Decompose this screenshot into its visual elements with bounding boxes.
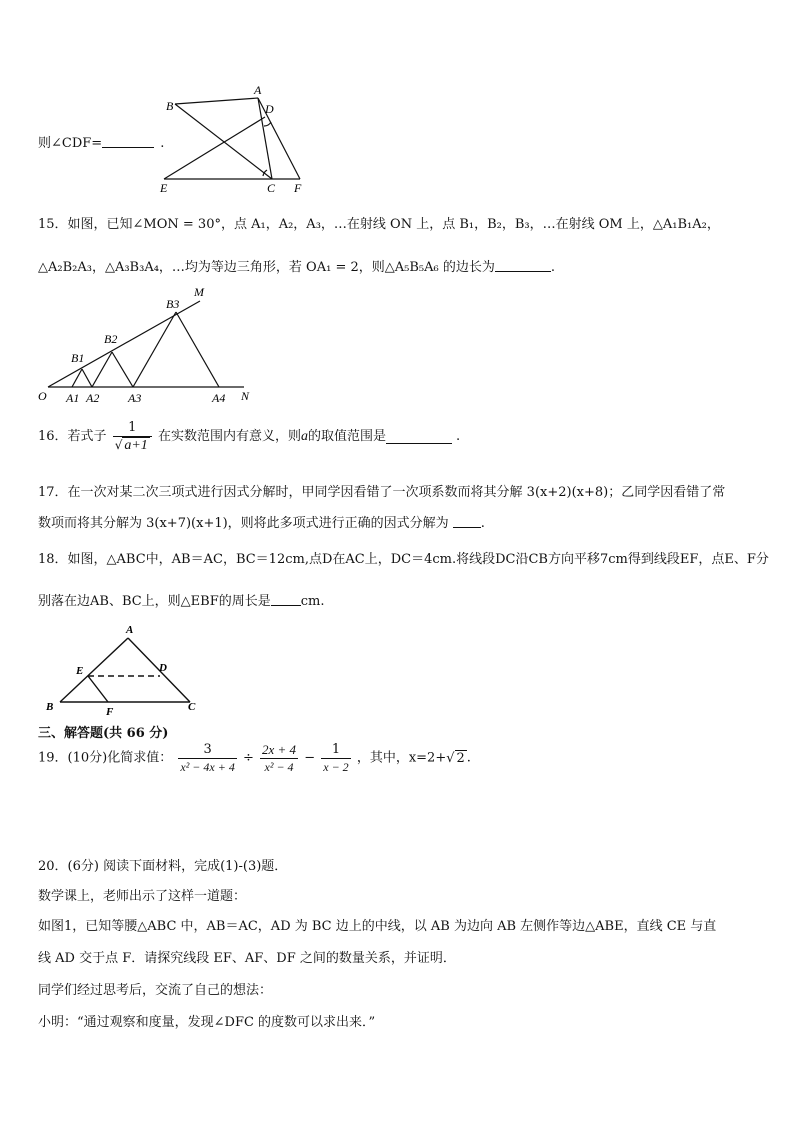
q19-f3-num: 1: [321, 742, 350, 759]
q20-line3: [38, 915, 716, 934]
q19-fraction-3: [321, 742, 350, 775]
q16-variable: a: [300, 429, 308, 444]
fig14-label-c: C: [267, 181, 276, 194]
q19-condition: ，其中，x=2+: [356, 750, 447, 766]
q20-line5: [38, 979, 272, 998]
q16-text: [38, 420, 460, 454]
q18-tail: cm.: [300, 594, 325, 609]
q20-line3-text: 如图1，已知等腰△ABC 中，AB＝AC，AD 为 BC 边上的中线，以 AB 为边向 AB 左侧作等边△ABE，直线 CE 与直: [38, 919, 717, 934]
q16-fraction-den-radicand: a+1: [124, 438, 148, 453]
q17-line2: [38, 512, 485, 531]
fig15-label-a2: A2: [86, 391, 100, 405]
fig15-label-a1: A1: [66, 391, 80, 405]
fig18-label-a: A: [126, 624, 134, 636]
q19-f1-den: x² − 4x + 4: [180, 760, 235, 774]
fig18-label-d: D: [159, 662, 167, 674]
q20-line4-text: 线 AD 交于点 F．请探究线段 EF、AF、DF 之间的数量关系，并证明．: [38, 951, 456, 966]
q19-text: [38, 742, 471, 775]
q16-fraction: [113, 420, 152, 454]
q19-op1: ÷: [242, 750, 254, 766]
figure-14: [150, 82, 310, 194]
q15-line2: [38, 256, 555, 275]
q19-f2-den: x² − 4: [264, 760, 294, 774]
q14-text: [38, 132, 164, 151]
q19-f2-num: 2x + 4: [262, 742, 297, 757]
q16-fraction-den: √ a+1: [114, 438, 148, 453]
q20-line4: [38, 947, 456, 966]
q17-tail: .: [480, 516, 485, 531]
fig18-label-c: C: [188, 701, 196, 713]
section-3-title-text: 三、解答题(共 66 分): [38, 726, 169, 741]
q18-line1-text: 18．如图，△ABC中，AB＝AC，BC＝12cm,点D在AC上，DC＝4cm.将线段DC沿CB方向平移7cm得到线段EF，点E、F分: [38, 552, 769, 567]
q19-op2: −: [304, 750, 316, 766]
q19-prefix: 19．(10分)化简求值：: [38, 750, 173, 766]
q15-line2-text: △A₂B₂A₃，△A₃B₃A₄，…均为等边三角形，若 OA₁ = 2，则△A₅B₅A₆ 的边长为: [38, 260, 495, 275]
q17-line1-text: 17．在一次对某二次三项式进行因式分解时，甲同学因看错了一次项系数而将其分解 3(x+2)(x+8)；乙同学因看错了常: [38, 485, 726, 500]
q20-line2-text: 数学课上，老师出示了这样一道题：: [38, 889, 247, 904]
q16-suffix: 的取值范围是: [307, 429, 386, 444]
q16-answer-blank[interactable]: [386, 431, 452, 444]
q18-line1: [38, 548, 769, 567]
q19-fraction-2: [260, 742, 298, 775]
q19-root: √ 2: [446, 751, 465, 766]
q19-f1-num: 3: [178, 742, 236, 759]
q15-line1-text: 15．如图，已知∠MON = 30°，点 A₁，A₂，A₃，…在射线 ON 上，点 B₁，B₂，B₃，…在射线 OM 上，△A₁B₁A₂，: [38, 217, 720, 232]
q20-line1: [38, 855, 287, 874]
q19-root-radicand: 2: [456, 751, 465, 766]
fig15-label-b2: B2: [104, 332, 118, 346]
q16-tail: .: [455, 429, 461, 444]
q14-prefix: 则∠CDF=: [38, 136, 103, 151]
fig15-label-o: O: [38, 389, 47, 403]
fig14-label-f: F: [294, 181, 302, 194]
fig15-label-m: M: [194, 285, 204, 299]
q14-answer-blank[interactable]: [102, 135, 154, 148]
q16-middle: 在实数范围内有意义，则: [157, 429, 301, 444]
fig18-label-b: B: [46, 701, 54, 713]
fig15-label-b3: B3: [166, 297, 180, 311]
fig15-label-b1: B1: [71, 351, 85, 365]
figure-15: [34, 282, 264, 406]
fig14-label-d: D: [265, 102, 274, 116]
q18-line2: [38, 590, 325, 609]
section-3-title: [38, 722, 168, 741]
q17-line2-text: 数项而将其分解为 3(x+7)(x+1)，则将此多项式进行正确的因式分解为: [38, 516, 449, 531]
q16-fraction-num: 1: [113, 420, 152, 437]
fig14-label-e: E: [160, 181, 168, 194]
q18-line2-text: 别落在边AB、BC上，则△EBF的周长是: [38, 594, 271, 609]
q15-line1: [38, 213, 720, 232]
q18-answer-blank[interactable]: [271, 593, 301, 606]
fig14-label-a: A: [254, 83, 262, 97]
q20-line6: [38, 1011, 375, 1030]
fig15-label-a3: A3: [128, 391, 142, 405]
fig15-label-n: N: [241, 389, 250, 403]
q17-answer-blank[interactable]: [453, 515, 481, 528]
q20-line5-text: 同学们经过思考后，交流了自己的想法：: [38, 983, 273, 998]
fig14-label-b: B: [166, 99, 174, 113]
q17-line1: [38, 481, 725, 500]
q19-fraction-1: [178, 742, 236, 775]
q19-f3-den: x − 2: [323, 760, 349, 774]
fig18-label-f: F: [106, 706, 114, 716]
fig15-label-a4: A4: [212, 391, 226, 405]
q19-tail: .: [466, 750, 471, 766]
q20-line6-text: 小明：“通过观察和度量，发现∠DFC 的度数可以求出来．”: [38, 1015, 376, 1030]
figure-18: [40, 622, 210, 716]
q16-prefix: 16．若式子: [38, 429, 107, 444]
fig18-label-e: E: [76, 665, 84, 677]
q20-line2: [38, 885, 246, 904]
q15-tail: .: [550, 260, 555, 275]
q20-line1-text: 20．(6分) 阅读下面材料，完成(1)-(3)题．: [38, 859, 288, 874]
q14-tail: .: [160, 136, 165, 151]
q15-answer-blank[interactable]: [495, 259, 551, 272]
